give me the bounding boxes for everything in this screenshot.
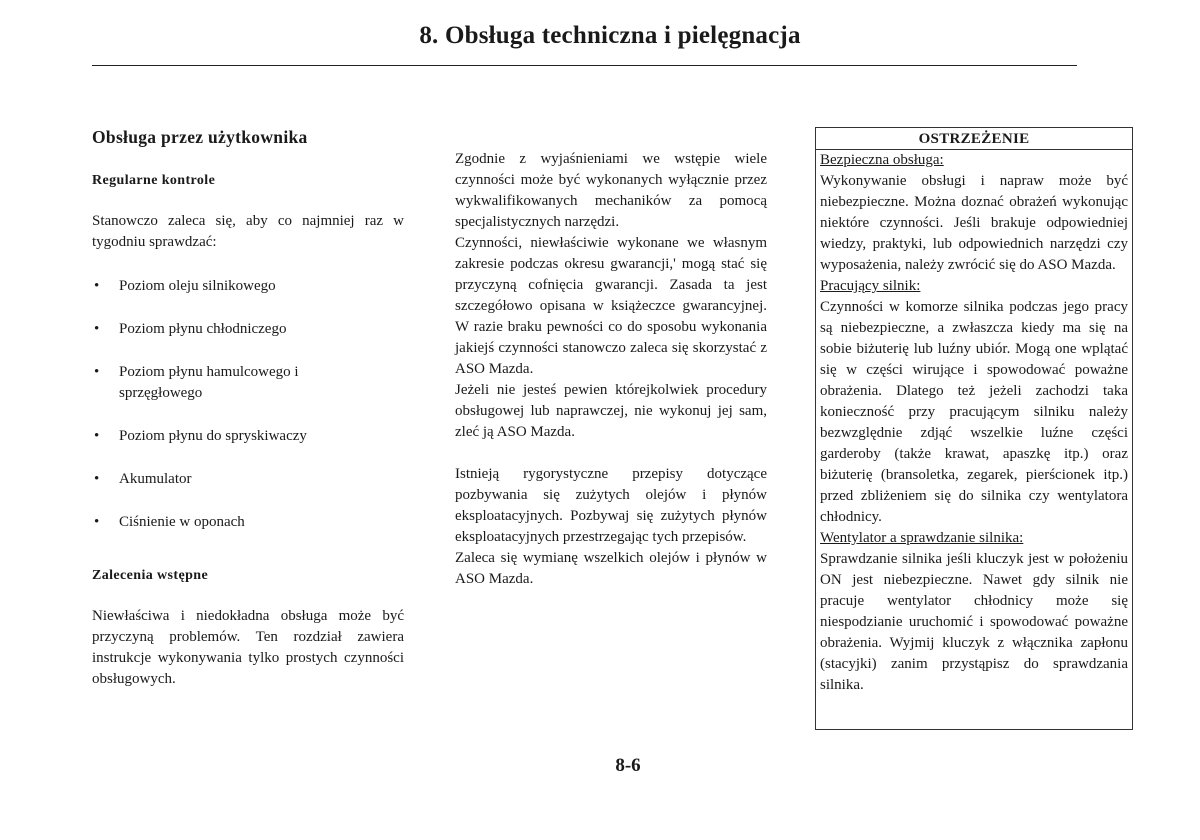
warning-subtitle-safe-service: Bezpieczna obsługa: — [820, 152, 944, 168]
subheading-regular-checks: Regularne kontrole — [92, 173, 216, 188]
warning-subtitle-running-engine: Pracujący silnik: — [820, 278, 921, 294]
paragraph-warranty: Czynności, niewłaściwie wykonane we własnym zakresie podczas okresu gwarancji,' mogą stać się przyczyną cofnięcia gwarancji. Zasada ta jest szczegółowo opisana w książeczce gwarancyjnej. W razie braku pewności co do sposobu wykonania jakiejś czynności stanowczo zaleca się skorzystać z ASO Mazda. — [455, 235, 767, 377]
list-item: • Poziom płynu chłodniczego — [92, 319, 404, 340]
bullet-icon: • — [94, 364, 100, 380]
paragraph-disposal: Istnieją rygorystyczne przepisy dotyczące pozbywania się zużytych olejów i płynów eksploatacyjnych. Pozbywaj się zużytych płynów eksploatacyjnych przestrzegając tych przepisów. — [455, 466, 767, 545]
paragraph-recommendation: Zaleca się wymianę wszelkich olejów i płynów w ASO Mazda. — [455, 550, 767, 587]
page-number: 8-6 — [615, 755, 641, 776]
warning-title: OSTRZEŻENIE — [816, 128, 1132, 150]
warning-text-safe-service: Wykonywanie obsługi i napraw może być niebezpieczne. Można doznać obrażeń wykonując niektóre czynności. Jeśli brakuje odpowiedniej wiedzy, praktyki, lub odpowiednich narzędzi czy wyposażenia, należy zwrócić się do ASO Mazda. — [820, 173, 1128, 273]
bullet-icon: • — [94, 514, 100, 530]
middle-column — [455, 149, 767, 590]
title-divider — [92, 65, 1077, 66]
bullet-icon: • — [94, 321, 100, 337]
list-item: • Poziom płynu do spryskiwaczy — [92, 426, 404, 447]
list-item: • Poziom oleju silnikowego — [92, 276, 404, 297]
section-title: Obsługa przez użytkownika — [92, 127, 308, 147]
paragraph-qualified-mechanics: Zgodnie z wyjaśnieniami we wstępie wiele czynności może być wykonanych wyłącznie przez wykwalifikowanych mechaników za pomocą specjalistycznych narzędzi. — [455, 151, 767, 230]
left-column — [92, 127, 404, 690]
warning-text-fan: Sprawdzanie silnika jeśli kluczyk jest w położeniu ON jest niebezpieczne. Nawet gdy silnik nie pracuje wentylator chłodnicy może się niespodzianie uruchomić i spowodować poważne obrażenia. Wyjmij kluczyk z włącznika zapłonu (stacyjki) zanim przystąpisz do sprawdzania silnika. — [820, 551, 1128, 693]
warning-text-running-engine: Czynności w komorze silnika podczas jego pracy są niebezpieczne, a zwłaszcza kiedy ma się na sobie biżuterię lub luźny ubiór. Mogą one wplątać się w części wirujące i spowodować poważne obrażenia. Dlatego też jeżeli zachodzi taka konieczność przy pracującym silniku należy bezwzględnie zdjąć wszelkie luźne części garderoby (także krawat, apaszkę itp.) oraz biżuterię (bransoletka, zegarek, pierścionek itp.) przed zbliżeniem się do silnika czy wentylatora chłodnicy. — [820, 299, 1128, 525]
list-item: • Ciśnienie w oponach — [92, 512, 404, 533]
preliminary-paragraph: Niewłaściwa i niedokładna obsługa może być przyczyną problemów. Ten rozdział zawiera instrukcje wykonywania tylko prostych czynności obsługowych. — [92, 608, 404, 687]
bullet-icon: • — [94, 471, 100, 487]
list-item: • Akumulator — [92, 469, 404, 490]
bullet-icon: • — [94, 428, 100, 444]
intro-paragraph: Stanowczo zaleca się, aby co najmniej raz w tygodniu sprawdzać: — [92, 213, 404, 250]
paragraph-unsure: Jeżeli nie jesteś pewien którejkolwiek procedury obsługowej lub naprawczej, nie wykonuj jej sam, zleć ją ASO Mazda. — [455, 382, 767, 440]
warning-subtitle-fan: Wentylator a sprawdzanie silnika: — [820, 530, 1024, 546]
bullet-icon: • — [94, 278, 100, 294]
check-list — [92, 276, 404, 533]
list-item: • Poziom płynu hamulcowego i sprzęgłowego — [94, 364, 299, 401]
subheading-preliminary: Zalecenia wstępne — [92, 568, 209, 583]
warning-box — [815, 127, 1133, 730]
page-title: 8. Obsługa techniczna i pielęgnacja — [419, 22, 801, 49]
